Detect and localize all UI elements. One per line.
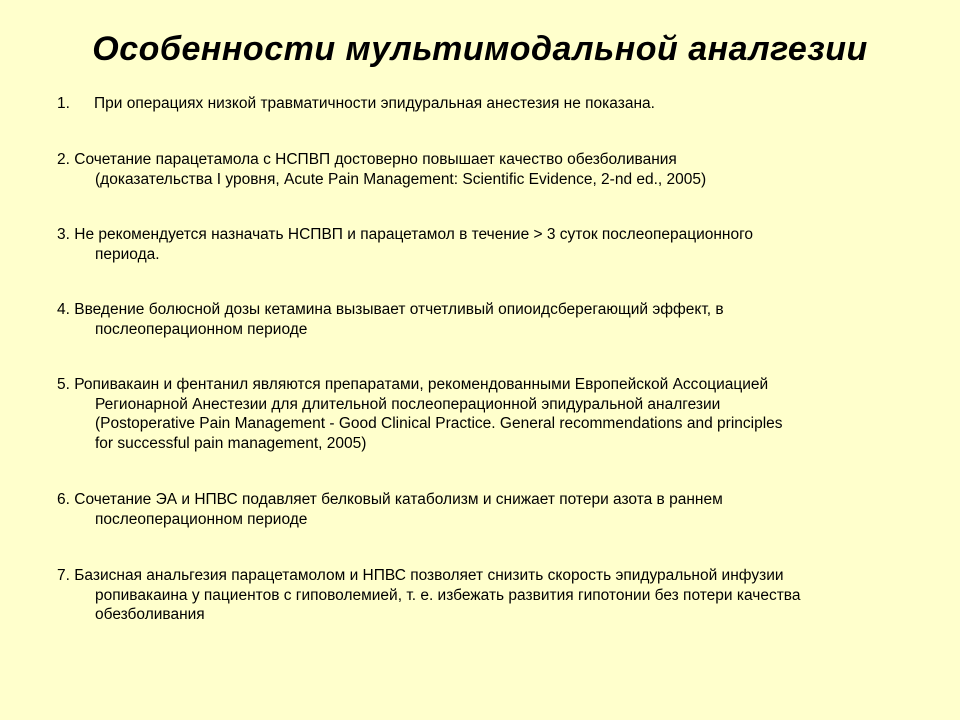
list-item-5 <box>57 375 937 453</box>
item-text: Введение болюсной дозы кетамина вызывает отчетливый опиоидсберегающий эффект, в <box>74 301 724 318</box>
item-text: Сочетание парацетамола с НСПВП достоверно повышает качество обезболивания <box>74 151 677 168</box>
item-text-continuation: Регионарной Анестезии для длительной послеоперационной эпидуральной аналгезии <box>95 395 721 413</box>
item-number: 4. <box>57 301 70 318</box>
item-text-continuation: обезболивания <box>95 606 205 623</box>
list-item-4 <box>57 300 937 339</box>
item-text-continuation: послеоперационном периоде <box>95 320 308 338</box>
list-item-7 <box>57 566 937 625</box>
item-text-continuation: периода. <box>95 245 160 263</box>
item-text-continuation: ропивакаина у пациентов с гиповолемией, т. е. избежать развития гипотонии без потери качества <box>95 586 801 604</box>
item-text: Не рекомендуется назначать НСПВП и парацетамол в течение > 3 суток послеоперационного <box>74 226 754 243</box>
slide-title: Особенности мультимодальной аналгезии <box>92 30 868 68</box>
item-text-continuation: (Postoperative Pain Management - Good Clinical Practice. General recommendations and principles <box>95 415 783 432</box>
item-number: 3. <box>57 226 70 243</box>
item-text-continuation: for successful pain management, 2005) <box>95 434 367 452</box>
item-number: 6. <box>57 491 70 508</box>
item-text-continuation: послеоперационном периоде <box>95 510 308 528</box>
list-item-2 <box>57 150 937 189</box>
item-number: 7. <box>57 567 70 584</box>
item-number: 2. <box>57 151 70 168</box>
item-text: Базисная анальгезия парацетамолом и НПВС позволяет снизить скорость эпидуральной инфузии <box>74 567 784 584</box>
item-text: Ропивакаин и фентанил являются препаратами, рекомендованными Европейской Ассоциацией <box>74 376 769 393</box>
list-item-3 <box>57 225 937 264</box>
item-text: При операциях низкой травматичности эпидуральная анестезия не показана. <box>94 95 655 112</box>
item-number: 1. <box>57 95 70 112</box>
list-item-6 <box>57 490 937 529</box>
list-item-1 <box>57 94 937 114</box>
item-text-continuation: (доказательства I уровня, Acute Pain Management: Scientific Evidence, 2-nd ed., 2005) <box>95 170 707 188</box>
item-text: Сочетание ЭА и НПВС подавляет белковый катаболизм и снижает потери азота в раннем <box>74 491 723 508</box>
item-number: 5. <box>57 376 70 393</box>
